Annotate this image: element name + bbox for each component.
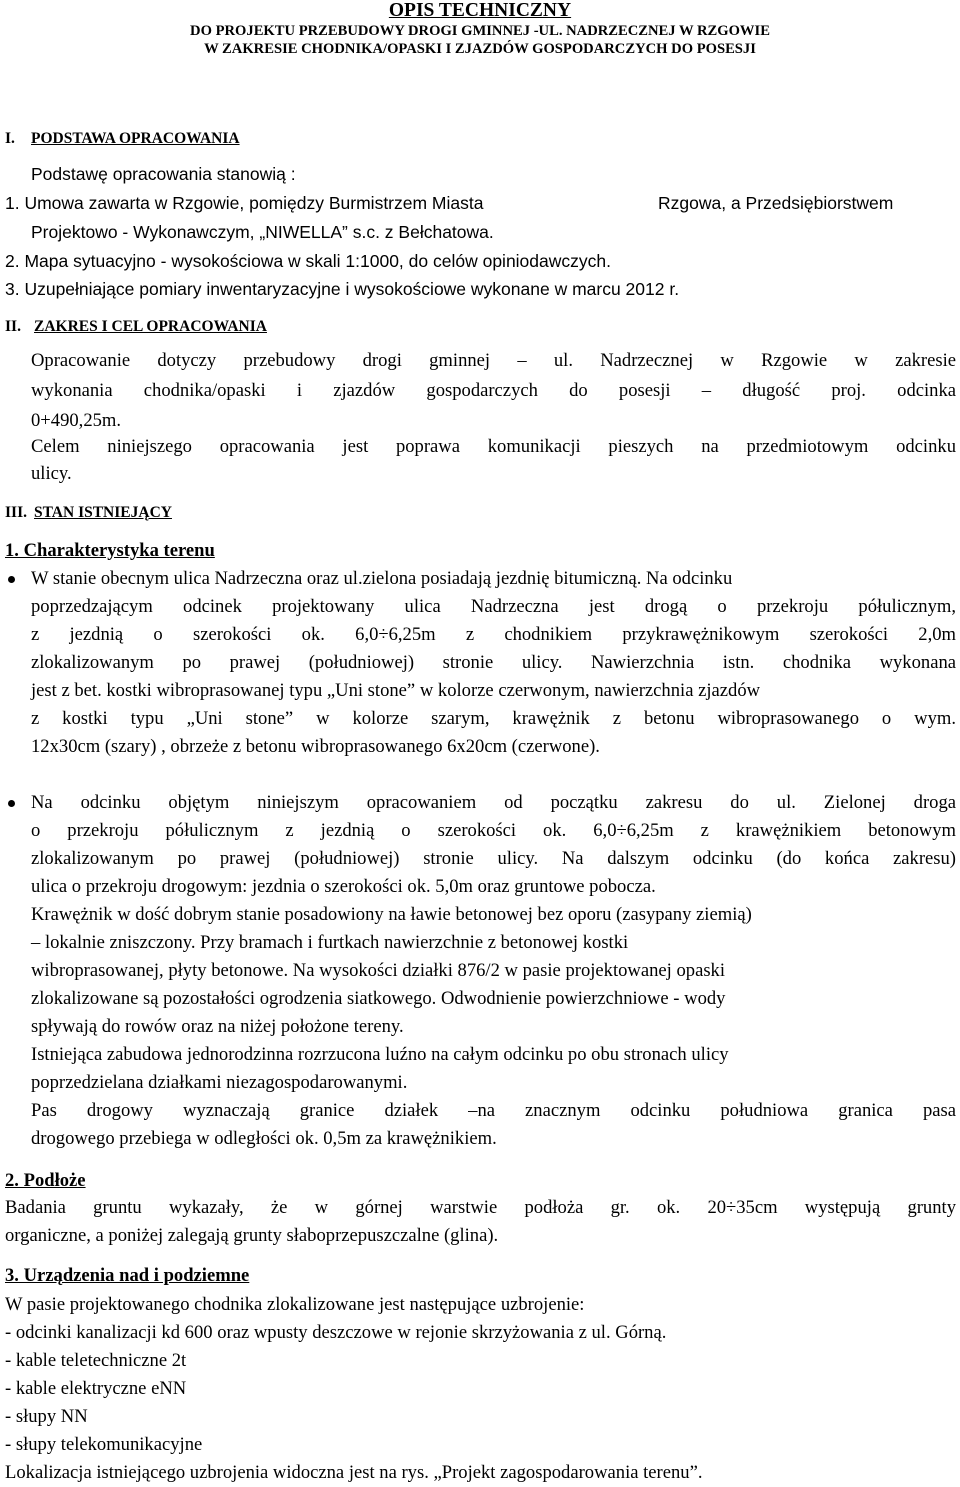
bullet-2-line-11: poprzedzielana działkami niezagospodarowanymi. — [31, 1072, 408, 1093]
document-title: OPIS TECHNICZNY — [388, 0, 572, 21]
subsection-3-line-7: Lokalizacja istniejącego uzbrojenia widoczna jest na rys. „Projekt zagospodarowania terenu”. — [5, 1462, 703, 1483]
bullet-1-line-5: jest z bet. kostki wibroprasowanej typu „Uni stone” w kolorze czerwonym, nawierzchnia zjazdów — [31, 680, 761, 701]
bullet-1-icon — [8, 576, 15, 583]
subsection-3-line-4: - kable elektryczne eNN — [5, 1378, 187, 1399]
bullet-2-line-5: Krawężnik w dość dobrym stanie posadowiony na ławie betonowej bez oporu (zasypany ziemią) — [31, 904, 752, 925]
bullet-2-line-2: o przekroju półulicznym z jezdnią o szerokości ok. 6,0÷6,25m z krawężnikiem betonowym — [31, 820, 956, 841]
section-2-paragraph-line-3: 0+490,25m. — [31, 410, 122, 431]
subsection-3-line-5: - słupy NN — [5, 1406, 88, 1427]
bullet-1-line-6: z kostki typu „Uni stone” w kolorze szarym, krawężnik z betonu wibroprasowanego o wym. — [31, 708, 956, 729]
subsection-3-line-1: W pasie projektowanego chodnika zlokalizowane jest następujące uzbrojenie: — [5, 1294, 585, 1315]
bullet-1-line-3: z jezdnią o szerokości ok. 6,0÷6,25m z chodnikiem przykrawężnikowym szerokości 2,0m — [31, 624, 956, 645]
section-1-heading: PODSTAWA OPRACOWANIA — [31, 130, 240, 147]
subsection-3-line-2: - odcinki kanalizacji kd 600 oraz wpusty deszczowe w rejonie skrzyżowania z ul. Górną. — [5, 1322, 667, 1343]
subsection-2-line-2: organiczne, a poniżej zalegają grunty słaboprzepuszczalne (glina). — [5, 1225, 499, 1246]
bullet-1-line-2: poprzedzającym odcinek projektowany ulica Nadrzeczna jest drogą o przekroju półulicznym, — [31, 596, 956, 617]
section-1-item-1-part-b: Rzgowa, a Przedsiębiorstwem — [658, 193, 894, 213]
bullet-2-line-9: spływają do rowów oraz na niżej położone tereny. — [31, 1016, 404, 1037]
bullet-2-line-1: Na odcinku objętym niniejszym opracowaniem od początku zakresu do ul. Zielonej droga — [31, 792, 956, 813]
section-1-number: I. — [5, 130, 15, 147]
section-2-paragraph-line-1: Opracowanie dotyczy przebudowy drogi gminnej – ul. Nadrzecznej w Rzgowie w zakresie — [31, 350, 956, 371]
section-1-intro: Podstawę opracowania stanowią : — [31, 164, 296, 184]
section-2-heading: ZAKRES I CEL OPRACOWANIA — [34, 318, 267, 335]
section-3-heading: STAN ISTNIEJĄCY — [34, 504, 172, 521]
section-1-item-1-line-2: Projektowo - Wykonawczym, „NIWELLA” s.c. z Bełchatowa. — [31, 222, 494, 242]
subsection-3-line-6: - słupy telekomunikacyjne — [5, 1434, 203, 1455]
bullet-1-line-7: 12x30cm (szary) , obrzeże z betonu wibroprasowanego 6x20cm (czerwone). — [31, 736, 600, 757]
section-1-item-1-part-a: 1. Umowa zawarta w Rzgowie, pomiędzy Burmistrzem Miasta — [5, 193, 484, 213]
section-1-item-3: 3. Uzupełniające pomiary inwentaryzacyjne i wysokościowe wykonane w marcu 2012 r. — [5, 279, 680, 299]
section-2-paragraph-line-5: ulicy. — [31, 463, 72, 484]
subsection-1-heading: 1. Charakterystyka terenu — [5, 540, 215, 561]
section-3-number: III. — [5, 504, 27, 521]
bullet-2-line-3: zlokalizowanym po prawej (południowej) stronie ulicy. Na dalszym odcinku (do końca zakresu) — [31, 848, 956, 869]
section-1-item-2: 2. Mapa sytuacyjno - wysokościowa w skali 1:1000, do celów opiniodawczych. — [5, 251, 611, 271]
bullet-2-line-12: Pas drogowy wyznaczają granice działek –na znacznym odcinku południowa granica pasa — [31, 1100, 956, 1121]
section-2-paragraph-line-4: Celem niniejszego opracowania jest poprawa komunikacji pieszych na przedmiotowym odcinku — [31, 436, 956, 457]
bullet-2-icon — [8, 800, 15, 807]
subsection-2-heading: 2. Podłoże — [5, 1170, 86, 1191]
bullet-2-line-7: wibroprasowanej, płyty betonowe. Na wysokości działki 876/2 w pasie projektowanej opaski — [31, 960, 726, 981]
bullet-2-line-10: Istniejąca zabudowa jednorodzinna rozrzucona luźno na całym odcinku po obu stronach ulicy — [31, 1044, 729, 1065]
subsection-3-line-3: - kable teletechniczne 2t — [5, 1350, 187, 1371]
bullet-2-line-13: drogowego przebiega w odległości ok. 0,5m za krawężnikiem. — [31, 1128, 497, 1149]
bullet-2-line-8: zlokalizowane są pozostałości ogrodzenia siatkowego. Odwodnienie powierzchniowe - wody — [31, 988, 726, 1009]
subsection-2-line-1: Badania gruntu wykazały, że w górnej warstwie podłoża gr. ok. 20÷35cm występują grunty — [5, 1197, 956, 1218]
bullet-2-line-4: ulica o przekroju drogowym: jezdnia o szerokości ok. 5,0m oraz gruntowe pobocza. — [31, 876, 656, 897]
subsection-3-heading: 3. Urządzenia nad i podziemne — [5, 1265, 250, 1286]
bullet-1-line-4: zlokalizowanym po prawej (południowej) stronie ulicy. Nawierzchnia istn. chodnika wykonana — [31, 652, 956, 673]
section-2-number: II. — [5, 318, 21, 335]
bullet-2-line-6: – lokalnie zniszczony. Przy bramach i furtkach nawierzchnie z betonowej kostki — [31, 932, 629, 953]
document-subtitle-line-1: DO PROJEKTU PRZEBUDOWY DROGI GMINNEJ -UL. NADRZECZNEJ W RZGOWIE — [190, 23, 770, 39]
section-2-paragraph-line-2: wykonania chodnika/opaski i zjazdów gospodarczych do posesji – długość proj. odcinka — [31, 380, 956, 401]
bullet-1-line-1: W stanie obecnym ulica Nadrzeczna oraz ul.zielona posiadają jezdnię bitumiczną. Na odcinku — [31, 568, 733, 589]
document-subtitle-line-2: W ZAKRESIE CHODNIKA/OPASKI I ZJAZDÓW GOSPODARCZYCH DO POSESJI — [204, 41, 756, 57]
